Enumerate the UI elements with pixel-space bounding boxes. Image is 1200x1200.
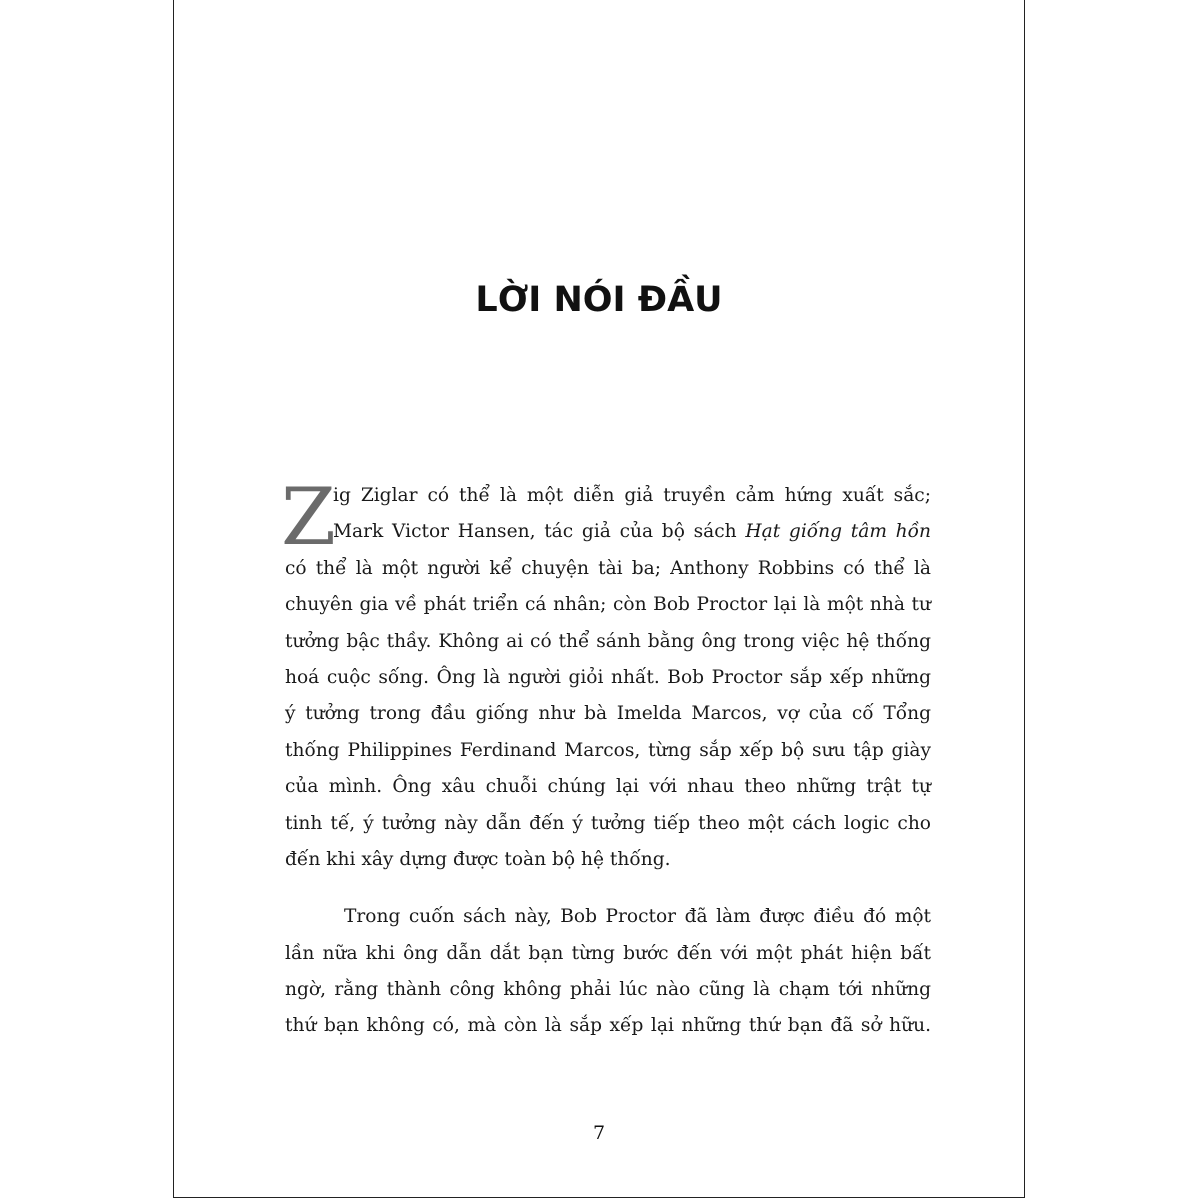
text-line: hoá cuộc sống. Ông là người giỏi nhất. Bob Proctor sắp xếp những [285, 666, 931, 688]
text-line [285, 514, 931, 550]
text-line: đến khi xây dựng được toàn bộ hệ thống. [285, 848, 671, 870]
text-line: có thể là một người kể chuyện tài ba; Anthony Robbins có thể là [285, 557, 931, 579]
text-fragment: Mark Victor Hansen, tác giả của bộ sách [333, 521, 746, 543]
text-line: tinh tế, ý tưởng này dẫn đến ý tưởng tiếp theo một cách logic cho [285, 812, 931, 834]
text-line: ý tưởng trong đầu giống như bà Imelda Marcos, vợ của cố Tổng [285, 703, 931, 725]
paragraph-2 [285, 899, 931, 1045]
text-line: Trong cuốn sách này, Bob Proctor đã làm được điều đó một [344, 906, 931, 928]
book-title-italic: Hạt giống tâm hồn [745, 521, 932, 543]
text-line: chuyên gia về phát triển cá nhân; còn Bob Proctor lại là một nhà tư [285, 594, 931, 616]
page-number: 7 [592, 1122, 606, 1144]
text-line: thống Philippines Ferdinand Marcos, từng sắp xếp bộ sưu tập giày [285, 739, 931, 761]
text-line: ngờ, rằng thành công không phải lúc nào cũng là chạm tới những [285, 979, 931, 1001]
drop-cap: Z [281, 471, 336, 563]
chapter-title: LỜI NÓI ĐẦU [475, 280, 723, 320]
text-line: của mình. Ông xâu chuỗi chúng lại với nhau theo những trật tự [285, 776, 931, 798]
page-body [281, 471, 932, 1045]
paragraph-1 [281, 471, 932, 878]
text-line: tưởng bậc thầy. Không ai có thể sánh bằng ông trong việc hệ thống [285, 630, 931, 652]
book-page [173, 0, 1025, 1198]
text-line: lần nữa khi ông dẫn dắt bạn từng bước đến với một phát hiện bất [285, 942, 931, 964]
text-line: ig Ziglar có thể là một diễn giả truyền cảm hứng xuất sắc; [333, 485, 931, 506]
text-line: thứ bạn không có, mà còn là sắp xếp lại những thứ bạn đã sở hữu. [285, 1015, 931, 1037]
